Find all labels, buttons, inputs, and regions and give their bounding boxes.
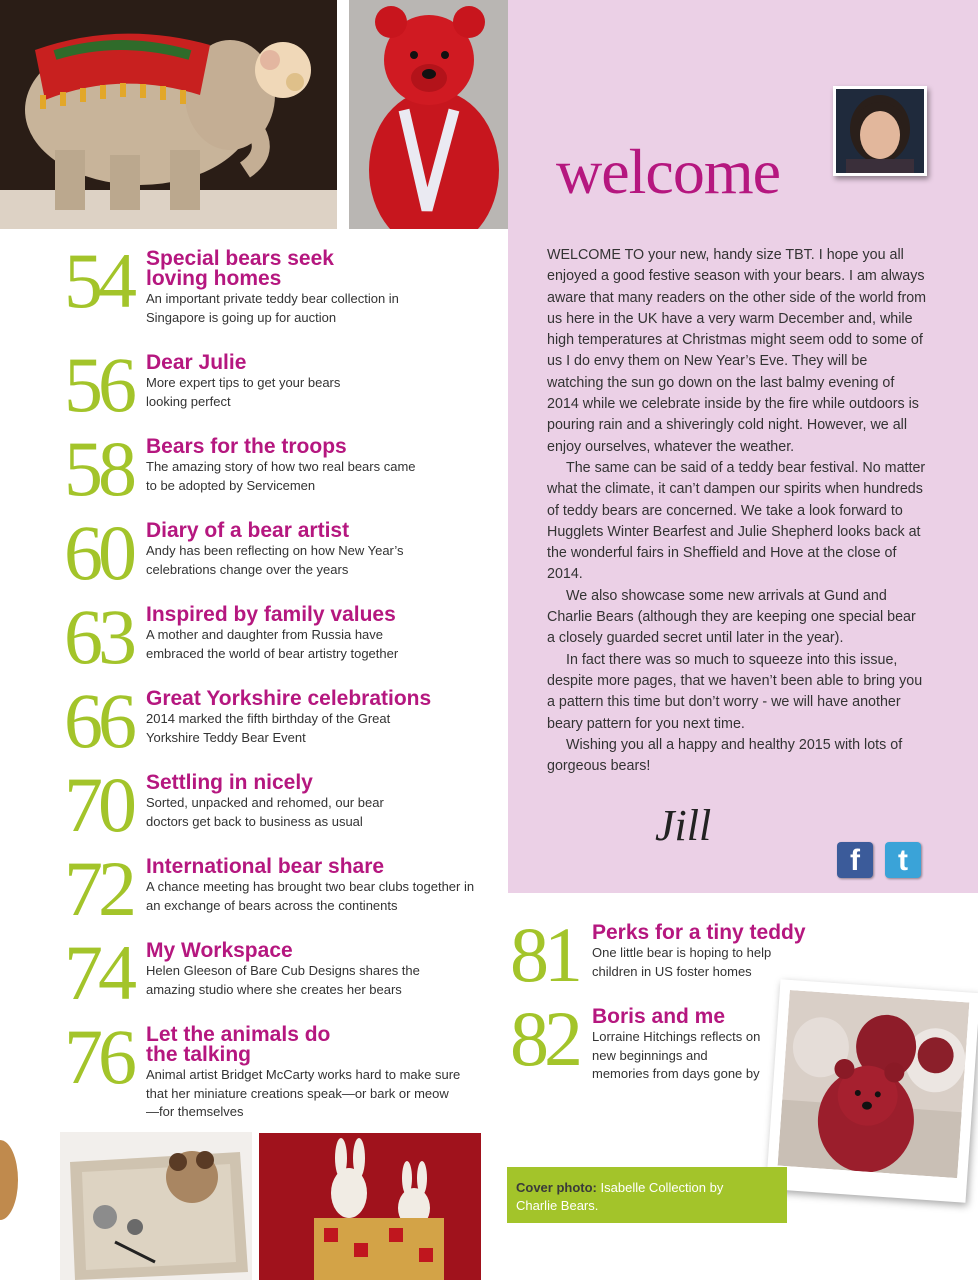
welcome-paragraph: We also showcase some new arrivals at Gund and Charlie Bears (although they are keeping one special bear a closely guarded secret until later in the year). bbox=[547, 587, 916, 647]
toc-page-number: 76 bbox=[64, 1013, 132, 1100]
welcome-paragraph: WELCOME TO your new, handy size TBT. I hope you all enjoyed a good festive season with your bears. I am always aware that many readers on the other side of the world from us here in the UK have a very warm December and, while high temperatures at Christmas might seem odd to some of us I do envy them on New Year’s Eve. They will be watching the sun go down on the last balmy evening of 2014 while we celebrate inside by the fire while outdoors is pouring rain and a shiveringly cold night. However, we all enjoy ourselves, whatever the weather. bbox=[547, 247, 927, 455]
toc-description: 2014 marked the fifth birthday of the Great Yorkshire Teddy Bear Event bbox=[146, 711, 391, 745]
cover-caption bbox=[516, 1179, 766, 1215]
toc-title: Dear Julie bbox=[146, 351, 247, 374]
toc-item[interactable] bbox=[64, 929, 504, 1016]
toc-description: More expert tips to get your bears looking perfect bbox=[146, 375, 341, 409]
toc-title: My Workspace bbox=[146, 939, 293, 962]
toc-description: Lorraine Hitchings reflects on new beginnings and memories from days gone by bbox=[592, 1029, 761, 1081]
toc-description: A chance meeting has brought two bear clubs together in an exchange of bears across the continents bbox=[146, 879, 475, 913]
toc-description: One little bear is hoping to help children in US foster homes bbox=[592, 945, 772, 979]
toc-description: An important private teddy bear collection in Singapore is going up for auction bbox=[146, 291, 399, 325]
cover-caption-label: Cover photo: bbox=[516, 1180, 597, 1195]
toc-page-number: 54 bbox=[64, 237, 132, 324]
toc-title: Boris and me bbox=[592, 1005, 726, 1028]
toc-page-number: 66 bbox=[64, 677, 132, 764]
welcome-heading: welcome bbox=[556, 136, 780, 207]
red-bear-photo bbox=[349, 0, 508, 229]
toc-item[interactable] bbox=[64, 1013, 504, 1125]
toc-page-number: 70 bbox=[64, 761, 132, 848]
facebook-icon[interactable]: f bbox=[837, 842, 873, 878]
toc-description: The amazing story of how two real bears came to be adopted by Servicemen bbox=[146, 459, 416, 493]
cover-bears-photo bbox=[766, 979, 978, 1202]
toc-item[interactable] bbox=[64, 845, 504, 932]
elephant-photo bbox=[0, 0, 337, 229]
teddy-edge-photo bbox=[0, 1135, 20, 1225]
toc-page-number: 82 bbox=[510, 995, 578, 1082]
toc-title: Settling in nicely bbox=[146, 771, 313, 794]
toc-title: Let the animals do the talking bbox=[146, 1023, 331, 1066]
toc-item[interactable] bbox=[64, 677, 504, 764]
toc-page-number: 72 bbox=[64, 845, 132, 932]
toc-item[interactable] bbox=[64, 509, 504, 596]
toc-item[interactable] bbox=[64, 237, 504, 339]
toc-title: Inspired by family values bbox=[146, 603, 396, 626]
toc-title: Special bears seek loving homes bbox=[146, 247, 334, 290]
toc-title: Diary of a bear artist bbox=[146, 519, 350, 542]
toc-page-number: 81 bbox=[510, 911, 578, 998]
toc-page-number: 60 bbox=[64, 509, 132, 596]
toc-description: Animal artist Bridget McCarty works hard to make sure that her miniature creations speak—or bark or meow—for themselves bbox=[146, 1067, 461, 1119]
editor-portrait bbox=[833, 86, 927, 176]
welcome-body bbox=[547, 245, 927, 777]
toc-description: Helen Gleeson of Bare Cub Designs shares the amazing studio where she creates her bears bbox=[146, 963, 420, 997]
toc-page-number: 74 bbox=[64, 929, 132, 1016]
toc-title: Bears for the troops bbox=[146, 435, 347, 458]
welcome-paragraph: Wishing you all a happy and healthy 2015 with lots of gorgeous bears! bbox=[547, 736, 903, 775]
toc-item[interactable] bbox=[64, 593, 504, 680]
toc-item[interactable] bbox=[64, 341, 504, 428]
toc-title: International bear share bbox=[146, 855, 385, 878]
editor-signature: Jill bbox=[655, 801, 712, 850]
toc-description: Andy has been reflecting on how New Year’s celebrations change over the years bbox=[146, 543, 404, 577]
toc-page-number: 58 bbox=[64, 425, 132, 512]
welcome-paragraph: In fact there was so much to squeeze into this issue, despite more pages, that we haven’t been able to bring you a pattern this time but don’t worry - we will have another beary pattern for you next time. bbox=[547, 651, 923, 732]
cover-caption-text: Isabelle Collection by Charlie Bears. bbox=[516, 1180, 724, 1213]
twitter-icon[interactable]: t bbox=[885, 842, 921, 878]
rabbits-photo bbox=[259, 1133, 481, 1280]
toc-page-number: 63 bbox=[64, 593, 132, 680]
toc-item[interactable] bbox=[64, 425, 504, 512]
welcome-paragraph: The same can be said of a teddy bear festival. No matter what the climate, it can’t dampen our spirits when hundreds of teddy bears are concerned. We take a look forward to Hugglets Winter Bearfest and Julie Shepherd looks back at the wonderful fairs in Sheffield and Hove at the close of 2014. bbox=[547, 459, 926, 583]
toc-item[interactable] bbox=[510, 911, 950, 998]
toc-description: A mother and daughter from Russia have embraced the world of bear artistry together bbox=[146, 627, 399, 661]
toc-title: Perks for a tiny teddy bbox=[592, 921, 806, 944]
toc-description: Sorted, unpacked and rehomed, our bear doctors get back to business as usual bbox=[146, 795, 384, 829]
workspace-photo bbox=[60, 1132, 252, 1280]
toc-item[interactable] bbox=[64, 761, 504, 848]
toc-page-number: 56 bbox=[64, 341, 132, 428]
toc-title: Great Yorkshire celebrations bbox=[146, 687, 432, 710]
